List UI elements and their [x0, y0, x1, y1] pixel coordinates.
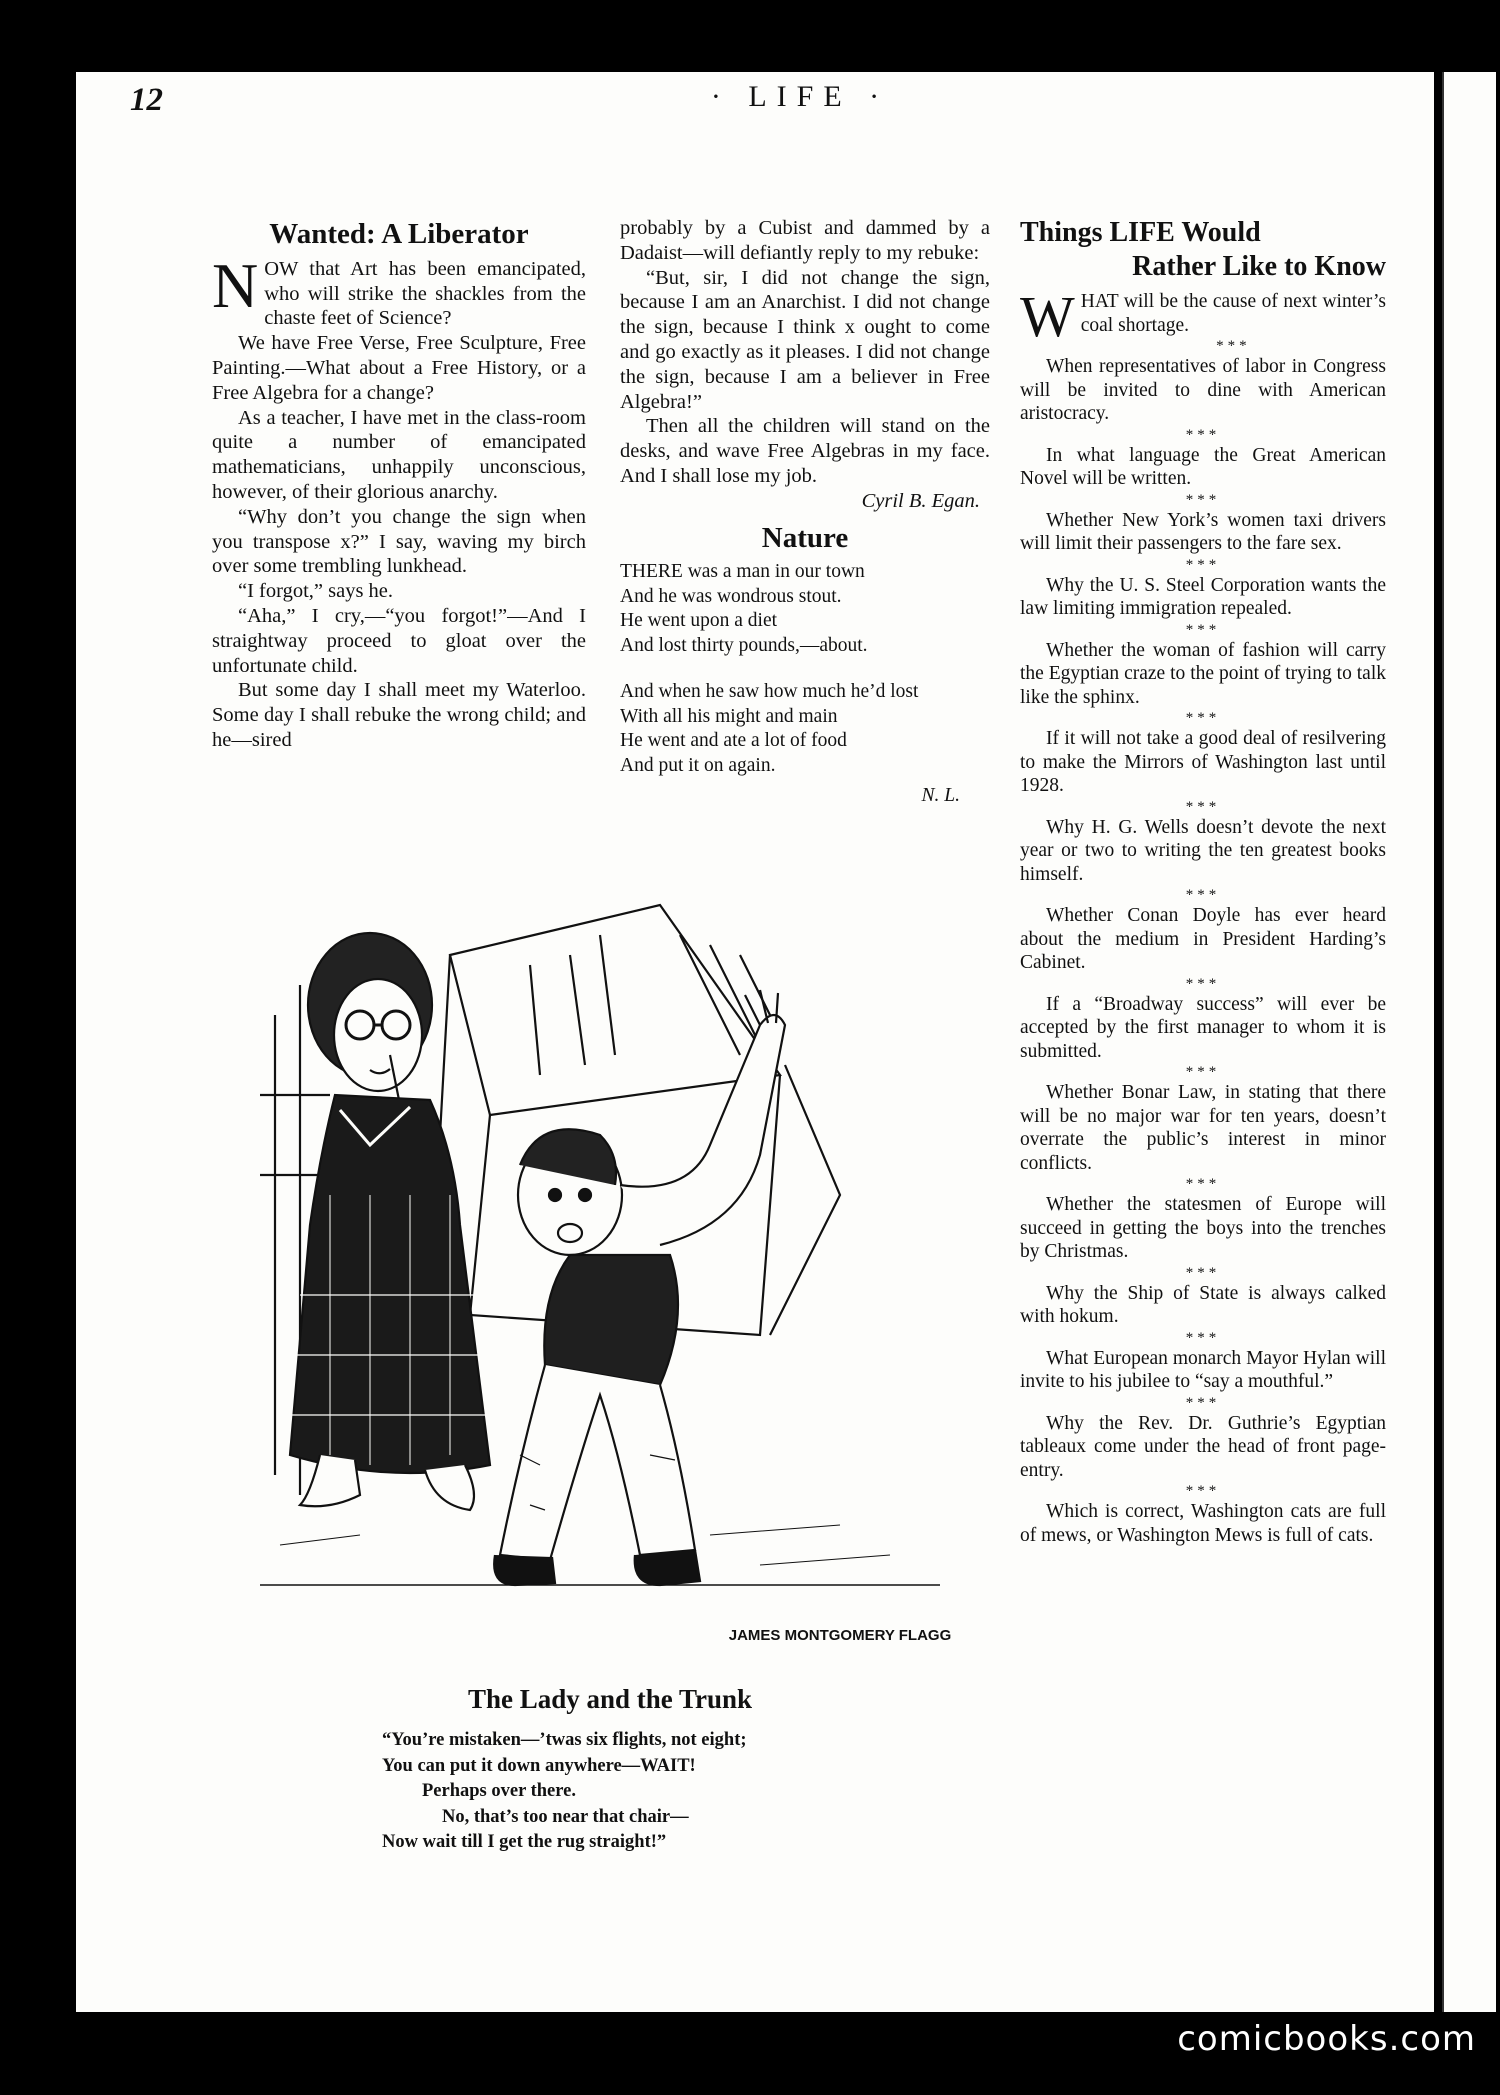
separator-stars: *** [1185, 1176, 1221, 1192]
trunk-top [450, 905, 780, 1115]
caption-line: No, that’s too near that chair— [442, 1806, 689, 1827]
things-first-item: WHAT will be the cause of next winter’s coal shortage. [1020, 284, 1386, 349]
poem-line: And he was wondrous stout. [620, 585, 842, 607]
liberator-title: Wanted: A Liberator [269, 218, 529, 250]
things-item: Why the Ship of State is always calked with hokum. [1020, 1282, 1386, 1327]
liberator-paragraph-3: As a teacher, I have met in the class-room quite a number of emancipated mathematicians, unhappily unconscious, however, of their glorious anarchy. [212, 406, 586, 503]
liberator-paragraph-10: Then all the children will stand on the desks, and wave Free Algebras in my face. And I shall lose my job. [620, 415, 990, 487]
things-column [1020, 216, 1386, 1547]
separator-stars: *** [1185, 710, 1221, 726]
liberator-paragraph-1: NOW that Art has been emancipated, who will strike the shackles from the chaste feet of Science? [212, 249, 586, 330]
liberator-column-2 [620, 216, 990, 809]
nature-signature: N. L. [921, 785, 960, 807]
things-item: Whether New York’s women taxi drivers will limit their passengers to the fare sex. [1020, 509, 1386, 554]
porter-figure [494, 990, 785, 1585]
liberator-signature: Cyril B. Egan. [861, 489, 980, 512]
liberator-paragraph-6: “Aha,” I cry,—“you forgot!”—And I straightway proceed to gloat over the unfortunate child. [212, 604, 586, 677]
separator-stars: *** [1185, 1483, 1221, 1499]
poem-line: He went upon a diet [620, 610, 778, 632]
nature-stanza-2 [620, 680, 990, 778]
things-item: If it will not take a good deal of resilvering to make the Mirrors of Washington last until 1928. [1020, 728, 1386, 796]
things-item: Why the Rev. Dr. Guthrie’s Egyptian tableaux come under the head of front page-entry. [1020, 1412, 1386, 1481]
liberator-paragraph-8: probably by a Cubist and dammed by a Dadaist—will defiantly reply to my rebuke: [620, 217, 990, 264]
page-number: 12 [130, 82, 163, 118]
things-item: Whether Conan Doyle has ever heard about the medium in President Harding’s Cabinet. [1020, 905, 1386, 973]
cartoon-illustration [240, 895, 1000, 1655]
separator-stars: *** [1185, 1264, 1221, 1281]
masthead: · LIFE · [710, 80, 890, 113]
separator-stars: *** [1185, 1329, 1221, 1346]
things-item: What European monarch Mayor Hylan will invite to his jubilee to “say a mouthful.” [1020, 1347, 1386, 1392]
nature-title: Nature [761, 521, 849, 554]
poem-line: And when he saw how much he’d lost [620, 681, 919, 703]
things-item: When representatives of labor in Congress will be invited to dine with American aristocracy. [1020, 356, 1386, 424]
liberator-dropcap: N [212, 249, 259, 321]
cartoon-title: The Lady and the Trunk [467, 1684, 753, 1714]
things-item: In what language the Great American Novel will be written. [1020, 444, 1386, 489]
lady-figure [290, 933, 490, 1510]
caption-line: Perhaps over there. [422, 1781, 576, 1801]
adjacent-page-edge [1442, 72, 1496, 2012]
separator-stars: *** [1185, 621, 1221, 638]
poem-line: With all his might and main [620, 705, 838, 727]
things-item: Why the U. S. Steel Corporation wants the law limiting immigration repealed. [1020, 574, 1386, 619]
separator-stars: *** [1185, 887, 1221, 903]
separator-stars: *** [1185, 1064, 1221, 1080]
nature-stanza-1 [620, 560, 990, 658]
separator-stars: *** [1185, 491, 1221, 508]
things-item: Whether the statesmen of Europe will succeed in getting the boys into the trenches by Christmas. [1020, 1194, 1386, 1262]
liberator-paragraph-9: “But, sir, I did not change the sign, because I am an Anarchist. I did not change the sign, because I think x ought to come and go exactly as it pleases. I did not change the sign, because I am a believer in Free Algebra!” [620, 266, 990, 413]
things-title-line-2: Rather Like to Know [1132, 251, 1386, 282]
things-item: Whether the woman of fashion will carry the Egyptian craze to the point of trying to talk like the sphinx. [1020, 639, 1386, 708]
poem-line: He went and ate a lot of food [620, 730, 847, 752]
things-item: Why H. G. Wells doesn’t devote the next year or two to writing the ten greatest books himself. [1020, 816, 1386, 885]
liberator-paragraph-5: “I forgot,” says he. [238, 580, 394, 603]
trunk-side [770, 1065, 840, 1335]
liberator-column-1 [212, 218, 586, 753]
poem-line: And put it on again. [620, 754, 776, 776]
poem-line: And lost thirty pounds,—about. [620, 634, 868, 656]
separator-stars: *** [1185, 798, 1221, 815]
things-item: Whether Bonar Law, in stating that there will be no major war for ten years, doesn’t overrate the public’s interest in minor conflicts. [1020, 1082, 1386, 1174]
liberator-paragraph-2: We have Free Verse, Free Sculpture, Free Painting.—What about a Free History, or a Free Algebra for a change? [212, 332, 586, 404]
separator-stars: *** [1185, 426, 1221, 443]
artist-signature: JAMES MONTGOMERY FLAGG [728, 1627, 952, 1644]
separator-stars: *** [1185, 556, 1221, 573]
caption-line: You can put it down anywhere—WAIT! [382, 1755, 696, 1776]
things-title [1020, 216, 1386, 284]
separator-stars: *** [1185, 975, 1221, 992]
caption-line: Now wait till I get the rug straight!” [382, 1832, 667, 1852]
separator-stars: *** [1216, 338, 1251, 354]
cartoon-caption [382, 1728, 747, 1856]
things-dropcap: W [1020, 284, 1075, 349]
things-item: If a “Broadway success” will ever be accepted by the first manager to whom it is submitted. [1020, 993, 1386, 1062]
caption-line: “You’re mistaken—’twas six flights, not eight; [382, 1730, 747, 1750]
nature-poem [620, 560, 990, 809]
liberator-paragraph-4: “Why don’t you change the sign when you transpose x?” I say, waving my birch over some trembling lunkhead. [212, 505, 586, 578]
site-watermark: comicbooks.com [1177, 2019, 1476, 2059]
separator-stars: *** [1185, 1394, 1221, 1411]
things-title-line-1: Things LIFE Would [1020, 217, 1261, 248]
poem-line: THERE was a man in our town [620, 561, 865, 583]
things-list [1020, 337, 1386, 1547]
things-item: Which is correct, Washington cats are full of mews, or Washington Mews is full of cats. [1020, 1501, 1386, 1546]
liberator-paragraph-7: But some day I shall meet my Waterloo. Some day I shall rebuke the wrong child; and he—sired [212, 679, 586, 751]
